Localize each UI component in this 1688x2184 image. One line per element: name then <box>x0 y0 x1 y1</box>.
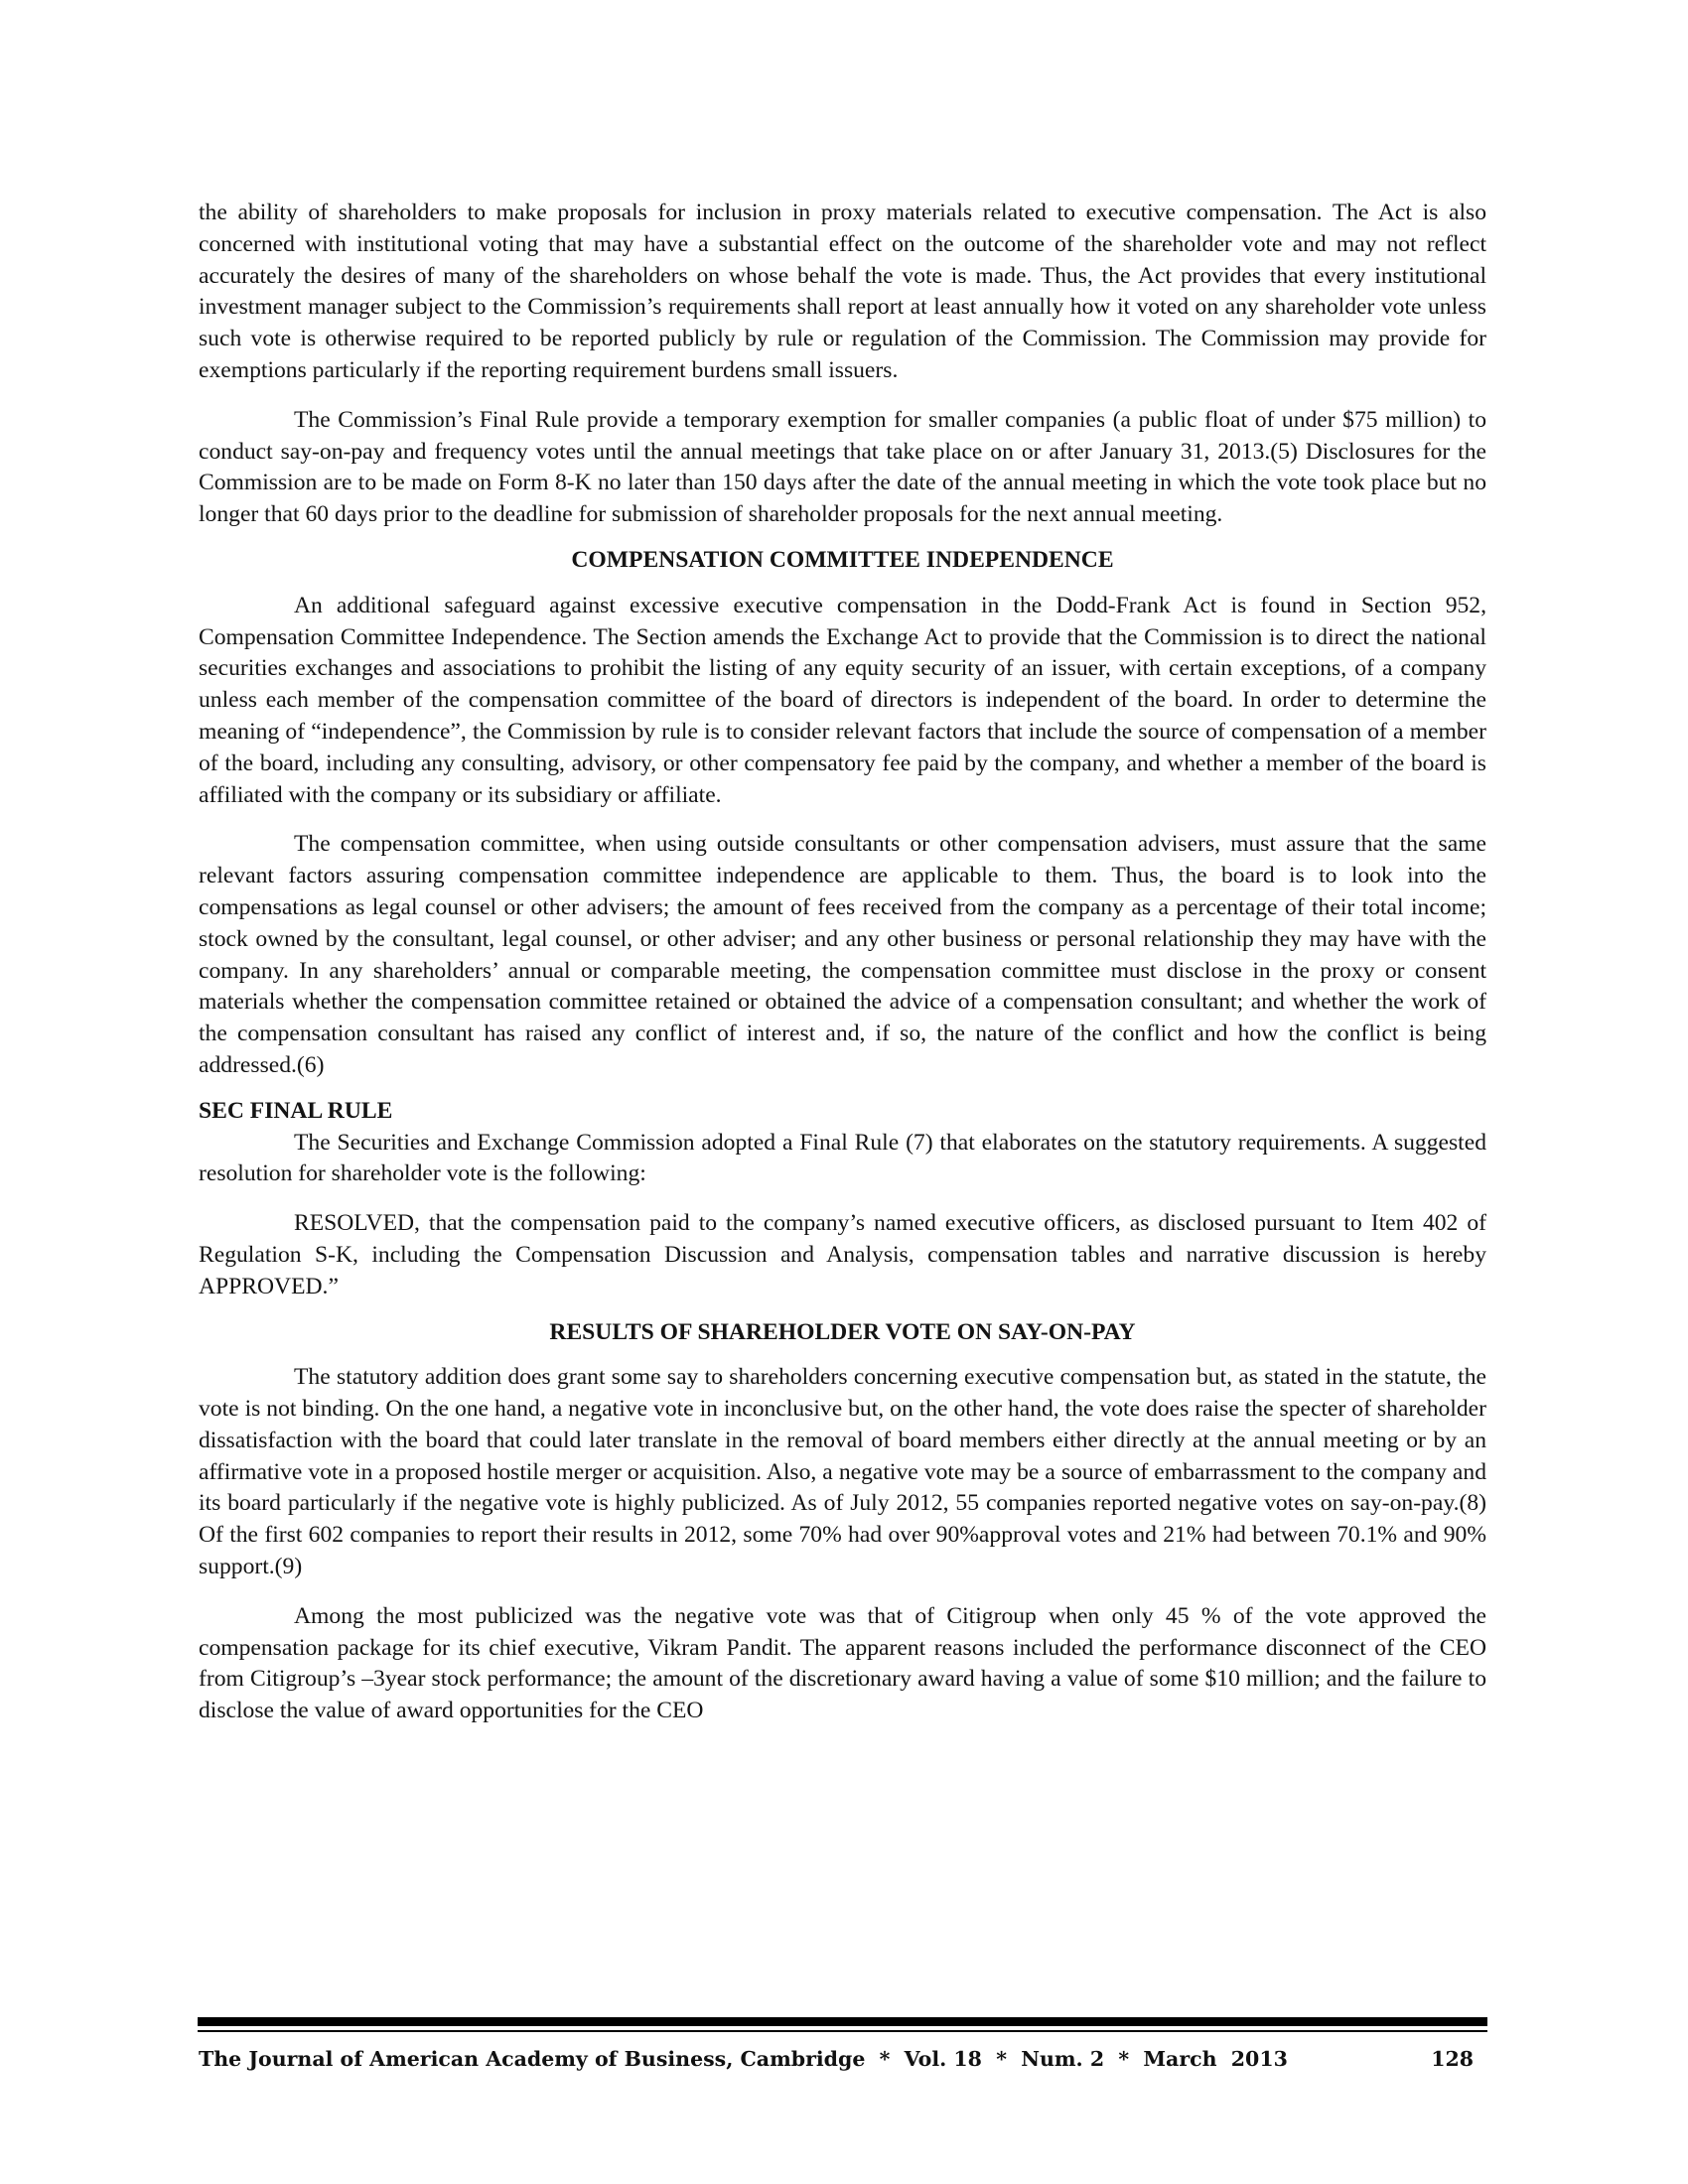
section-heading: COMPENSATION COMMITTEE INDEPENDENCE <box>571 546 1114 573</box>
paragraph: The compensation committee, when using outside consultants or other compensation advisers, must assure that the same relevant factors assuring compensation committee independence are applicable to them. Thus, the board is to look into the compensations as legal counsel or other advisers; the amount of fees received from the company as a percentage of their total income; stock owned by the consultant, legal counsel, or other adviser; and any other business or personal relationship they may have with the company. In any shareholders’ annual or comparable meeting, the compensation committee must disclose in the proxy or consent materials whether the compensation committee retained or obtained the advice of a compensation consultant; and whether the work of the compensation consultant has raised any conflict of interest and, if so, the nature of the conflict and how the conflict is being addressed.(6) <box>199 831 1486 1078</box>
paragraph: The Securities and Exchange Commission adopted a Final Rule (7) that elaborates on the statutory requirements. A suggested resolution for shareholder vote is the following: <box>199 1129 1486 1187</box>
paragraph: The statutory addition does grant some say to shareholders concerning executive compensation but, as stated in the statute, the vote is not binding. On the one hand, a negative vote in inconclusive but, on the other hand, the vote does raise the specter of shareholder dissatisfaction with the board that could later translate in the removal of board members either directly at the annual meeting or by an affirmative vote in a proposed hostile merger or acquisition. Also, a negative vote may be a source of embarrassment to the company and its board particularly if the negative vote is highly publicized. As of July 2012, 55 companies reported negative votes on say-on-pay.(8) Of the first 602 companies to report their results in 2012, some 70% had over 90%approval votes and 21% had between 70.1% and 90% support.(9) <box>199 1364 1486 1580</box>
journal-citation: The Journal of American Academy of Business, Cambridge * Vol. 18 * Num. 2 * March 2013 <box>199 2047 1288 2071</box>
paragraph: Among the most publicized was the negative vote was that of Citigroup when only 45 % of the vote approved the compensation package for its chief executive, Vikram Pandit. The apparent reasons included the performance disconnect of the CEO from Citigroup’s –3year stock performance; the amount of the discretionary award having a value of some $10 million; and the failure to disclose the value of award opportunities for the CEO <box>199 1602 1486 1724</box>
footer-rule-thick <box>198 2017 1487 2026</box>
page-footer <box>199 2047 1486 2079</box>
section-heading: SEC FINAL RULE <box>199 1097 393 1124</box>
resolution-text: RESOLVED, that the compensation paid to the company’s named executive officers, as disclosed pursuant to Item 402 of Regulation S-K, including the Compensation Discussion and Analysis, compensation tables and narrative discussion is hereby APPROVED.” <box>199 1210 1486 1299</box>
page-number: 128 <box>1431 2047 1474 2071</box>
paragraph: An additional safeguard against excessive executive compensation in the Dodd-Frank Act is found in Section 952, Compensation Committee Independence. The Section amends the Exchange Act to provide that the Commission is to direct the national securities exchanges and associations to prohibit the listing of any equity security of an issuer, with certain exceptions, of a company unless each member of the compensation committee of the board of directors is independent of the board. In order to determine the meaning of “independence”, the Commission by rule is to consider relevant factors that include the source of compensation of a member of the board, including any consulting, advisory, or other compensatory fee paid by the company, and whether a member of the board is affiliated with the company or its subsidiary or affiliate. <box>199 592 1486 808</box>
article-body <box>199 198 1486 1727</box>
paragraph: The Commission’s Final Rule provide a temporary exemption for smaller companies (a public float of under $75 million) to conduct say-on-pay and frequency votes until the annual meetings that take place on or after January 31, 2013.(5) Disclosures for the Commission are to be made on Form 8-K no later than 150 days after the date of the annual meeting in which the vote took place but no longer that 60 days prior to the deadline for submission of shareholder proposals for the next annual meeting. <box>199 406 1486 528</box>
paragraph: the ability of shareholders to make proposals for inclusion in proxy materials related to executive compensation. The Act is also concerned with institutional voting that may have a substantial effect on the outcome of the shareholder vote and may not reflect accurately the desires of many of the shareholders on whose behalf the vote is made. Thus, the Act provides that every institutional investment manager subject to the Commission’s requirements shall report at least annually how it voted on any shareholder vote unless such vote is otherwise required to be reported publicly by rule or regulation of the Commission. The Commission may provide for exemptions particularly if the reporting requirement burdens small issuers. <box>199 200 1486 383</box>
footer-rule-thin <box>198 2030 1487 2032</box>
section-heading: RESULTS OF SHAREHOLDER VOTE ON SAY-ON-PAY <box>549 1318 1136 1345</box>
